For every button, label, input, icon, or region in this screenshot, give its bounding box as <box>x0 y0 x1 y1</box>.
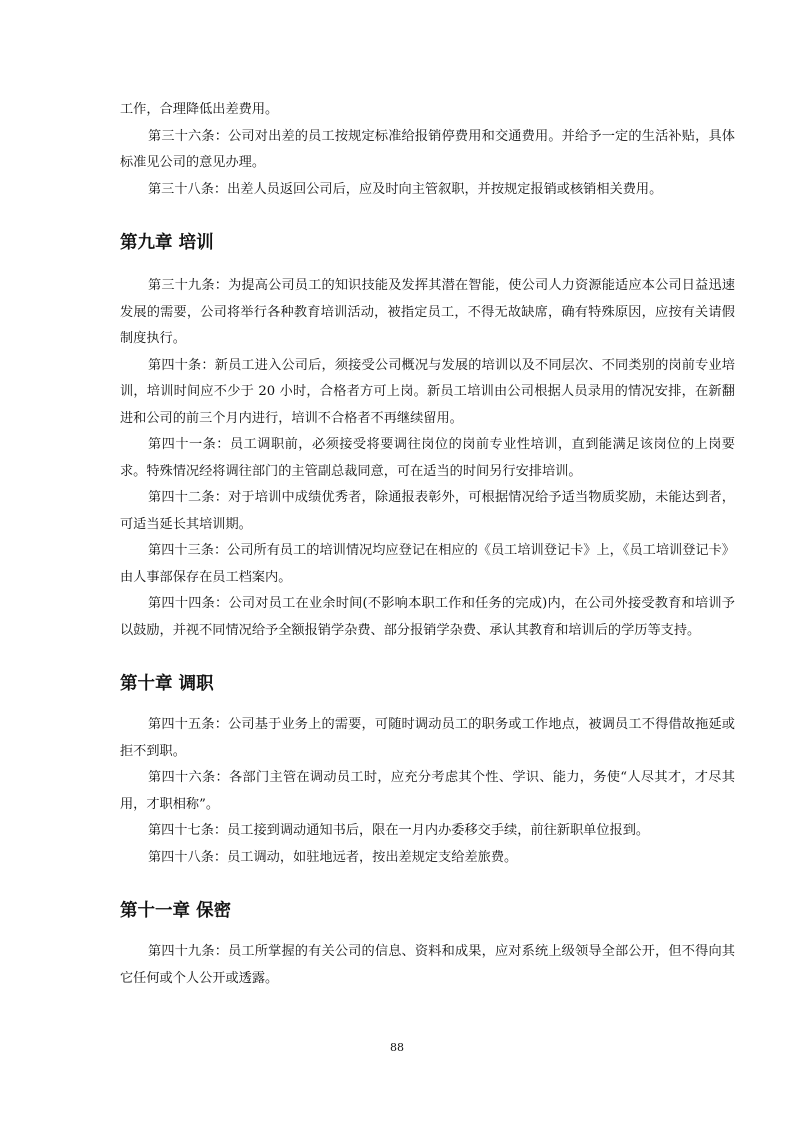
article-48: 第四十八条：员工调动，如驻地远者，按出差规定支给差旅费。 <box>148 849 518 865</box>
intro-continuation: 工作，合理降低出差费用。 <box>120 102 279 117</box>
chapter-9-heading: 第九章 培训 <box>120 233 214 253</box>
article-49: 第四十九条：员工所掌握的有关公司的信息、资料和成果，应对系统上级领导全部公开，但不得向其它任何或个人公开或透露。 <box>120 944 735 986</box>
page-number: 88 <box>390 1041 404 1054</box>
document-body <box>120 97 735 992</box>
article-42: 第四十二条：对于培训中成绩优秀者，除通报表彰外，可根据情况给予适当物质奖励，未能达到者，可适当延长其培训期。 <box>120 490 735 532</box>
chapter-10-heading: 第十章 调职 <box>120 674 214 694</box>
article-38: 第三十八条：出差人员返回公司后，应及时向主管叙职，并按规定报销或核销相关费用。 <box>148 181 663 197</box>
article-47: 第四十七条：员工接到调动通知书后，限在一月内办委移交手续，前往新职单位报到。 <box>148 823 650 838</box>
article-43: 第四十三条：公司所有员工的培训情况均应登记在相应的《员工培训登记卡》上，《员工培训登记卡》由人事部保存在员工档案内。 <box>120 543 735 585</box>
article-45: 第四十五条：公司基于业务上的需要，可随时调动员工的职务或工作地点，被调员工不得借故拖延或拒不到职。 <box>120 717 735 759</box>
article-36: 第三十六条：公司对出差的员工按规定标准给报销停费用和交通费用。并给予一定的生活补贴，具体标准见公司的意见办理。 <box>120 128 735 170</box>
article-41: 第四十一条：员工调职前，必须接受将要调往岗位的岗前专业性培训，直到能满足该岗位的上岗要求。特殊情况经将调往部门的主管副总裁同意，可在适当的时间另行安排培训。 <box>120 437 735 479</box>
article-44: 第四十四条：公司对员工在业余时间(不影响本职工作和任务的完成)内，在公司外接受教育和培训予以鼓励，并视不同情况给予全额报销学杂费、部分报销学杂费、承认其教育和培训后的学历等支持。 <box>120 596 735 638</box>
article-46: 第四十六条：各部门主管在调动员工时，应充分考虑其个性、学识、能力，务使“人尽其才，才尽其用，才职相称”。 <box>120 770 735 812</box>
chapter-11-heading: 第十一章 保密 <box>120 901 232 921</box>
article-39: 第三十九条：为提高公司员工的知识技能及发挥其潜在智能，使公司人力资源能适应本公司日益迅速发展的需要，公司将举行各种教育培训活动，被指定员工，不得无故缺席，确有特殊原因，应按有关请假制度执行。 <box>120 278 735 346</box>
article-40: 第四十条：新员工进入公司后，须接受公司概况与发展的培训以及不同层次、不同类别的岗前专业培训，培训时间应不少于 20 小时，合格者方可上岗。新员工培训由公司根据人员录用的情况安排，在新翻进和公司的前三个月内进行，培训不合格者不再继续留用。 <box>120 357 735 426</box>
